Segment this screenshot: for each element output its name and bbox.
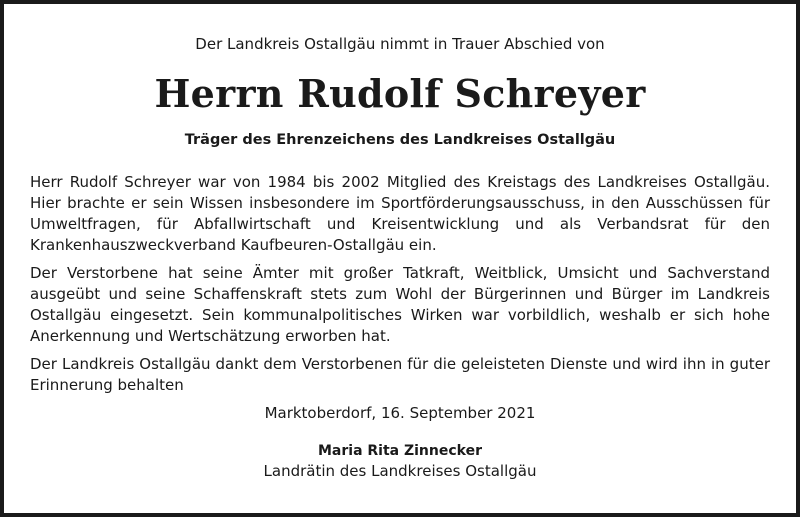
- deceased-name: Herrn Rudolf Schreyer: [154, 71, 646, 116]
- body-paragraph: Der Verstorbene hat seine Ämter mit großer Tatkraft, Weitblick, Umsicht und Sachverstand ausgeübt und seine Schaffenskraft stets zum Wohl der Bürgerinnen und Bürger im Landkreis Ostallgäu eingesetzt. Sein kommunalpolitisches Wirken war vorbildlich, weshalb er sich hohe Anerkennung und Wertschätzung erworben hat.: [30, 264, 770, 345]
- intro-line: Der Landkreis Ostallgäu nimmt in Trauer Abschied von: [195, 35, 605, 53]
- notice-body: [30, 172, 770, 403]
- place-date: Marktoberdorf, 16. September 2021: [264, 404, 536, 422]
- body-paragraph: Herr Rudolf Schreyer war von 1984 bis 2002 Mitglied des Kreistags des Landkreises Ostallgäu. Hier brachte er sein Wissen insbesondere im Sportförderungsausschuss, in den Ausschüssen für Umweltfragen, für Abfallwirtschaft und Kreisentwicklung und als Verbandsrat für den Krankenhauszweckverband Kaufbeuren-Ostallgäu ein.: [30, 173, 770, 254]
- body-paragraph: Der Landkreis Ostallgäu dankt dem Verstorbenen für die geleisteten Dienste und wird ihn in guter Erinnerung behalten: [30, 355, 770, 394]
- honor-line: Träger des Ehrenzeichens des Landkreises Ostallgäu: [184, 132, 616, 148]
- signer-title: Landrätin des Landkreises Ostallgäu: [263, 462, 537, 480]
- signer-name: Maria Rita Zinnecker: [317, 443, 482, 459]
